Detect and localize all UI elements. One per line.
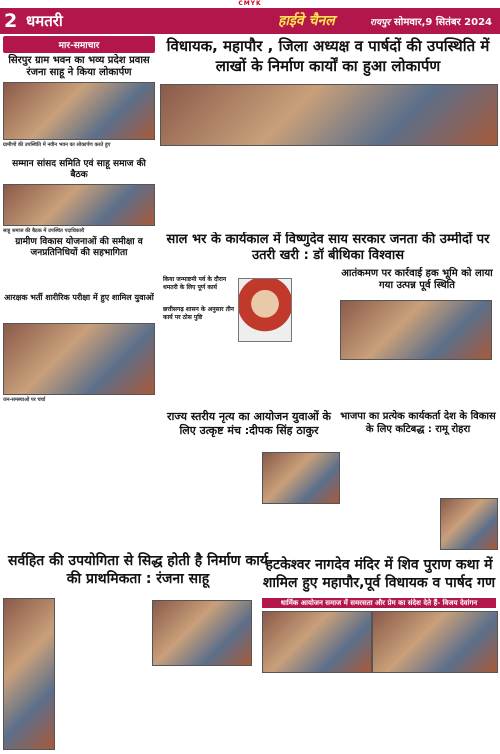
- left-column: [3, 36, 155, 286]
- section-title: धमतरी: [26, 12, 63, 30]
- section-label: मार-समाचार: [3, 36, 155, 53]
- left-subheadline: सम्मान सांसद समिति एवं साहू समाज की बैठक: [12, 159, 146, 180]
- story-headline: हटकेश्वर नागदेव मंदिर में शिव पुराण कथा में शामिल हुए महापौर,पूर्व विधायक व पार्षद गण: [262, 557, 496, 591]
- print-registration-mark: CMYK: [238, 0, 262, 7]
- bottom-left-headline: सर्वहित की उपयोगिता से सिद्ध होती है निर्माण कार्य की प्राथमिकता : रंजना साहू: [8, 553, 268, 587]
- photo-caption: ग्रामीणों की उपस्थिति में नवीन भवन का लोकार्पण करते हुए: [3, 142, 111, 148]
- left-subheadline: ग्रामीण विकास योजनाओं की समीक्षा व जनप्रतिनिधियों की सहभागिता: [15, 237, 143, 258]
- bullet-item: छत्तीसगढ़ शासन के अनुसार तीन कार्य पर ठोस पुष्टि: [163, 306, 234, 321]
- portrait-photo: [238, 278, 292, 342]
- story-headline: आतंकमण पर कार्रवाई हक भूमि को लाया गया उत्पन्न पूर्व स्थिति: [341, 268, 493, 291]
- story-headline: भाजपा का प्रत्येक कार्यकर्ता देश के विकास के लिए कटिबद्ध : रामू रोहरा: [340, 411, 496, 435]
- photo-caption: जन-समस्याओं पर चर्चा: [3, 397, 46, 403]
- news-photo: [3, 184, 155, 226]
- body-text-placeholder: [3, 150, 155, 156]
- masthead: [0, 8, 500, 34]
- news-photo: [440, 498, 498, 550]
- main-headline: विधायक, महापौर , जिला अध्यक्ष व पार्षदों की उपस्थिति में लाखों के निर्माण कार्यों का हुआ लोकार्पण: [166, 37, 490, 75]
- news-photo: [3, 82, 155, 140]
- left-column-lower: [3, 290, 155, 490]
- news-photo: [152, 600, 252, 666]
- story-bullets: [163, 276, 235, 322]
- left-subheadline: आरक्षक भर्ती शारीरिक परीक्षा में हुए शामिल युवाओं: [4, 293, 154, 302]
- news-photo: [340, 300, 492, 360]
- story-headline: साल भर के कार्यकाल में विष्णुदेव साय सरकार जनता की उम्मीदों पर उतरी खरी : डॉ बीथिका विश्वास: [166, 232, 490, 263]
- story-block: [160, 232, 496, 272]
- news-photo: [3, 598, 55, 750]
- main-news-photo: [160, 84, 498, 146]
- news-photo: [262, 611, 372, 673]
- story-headline: राज्य स्तरीय नृत्य का आयोजन युवाओं के लिए उत्कृष्ट मंच :दीपक सिंह ठाकुर: [166, 410, 332, 437]
- page-number: 2: [4, 10, 18, 32]
- newspaper-logo: हाईवे चैनल: [278, 13, 335, 29]
- photo-caption: साहू समाज की बैठक में उपस्थित पदाधिकारी: [3, 228, 85, 234]
- left-headline: सिरपुर ग्राम भवन का भव्य प्रदेश प्रवास रंजना साहू ने किया लोकार्पण: [8, 55, 150, 78]
- bullet-item: किया जन्माष्टमी पर्व के दौरान धमतरी के लिए पूर्ण कार्य: [163, 276, 227, 291]
- issue-date: सोमवार,9 सितंबर 2024: [394, 17, 492, 28]
- news-photo: [3, 323, 155, 395]
- news-photo: [372, 611, 498, 673]
- edition-city: रायपुर: [370, 18, 391, 28]
- news-photo: [262, 452, 340, 504]
- story-banner: धार्मिक आयोजन समाज में समरसता और प्रेम का संदेश देते हैं- विजय देवांगन: [262, 598, 496, 608]
